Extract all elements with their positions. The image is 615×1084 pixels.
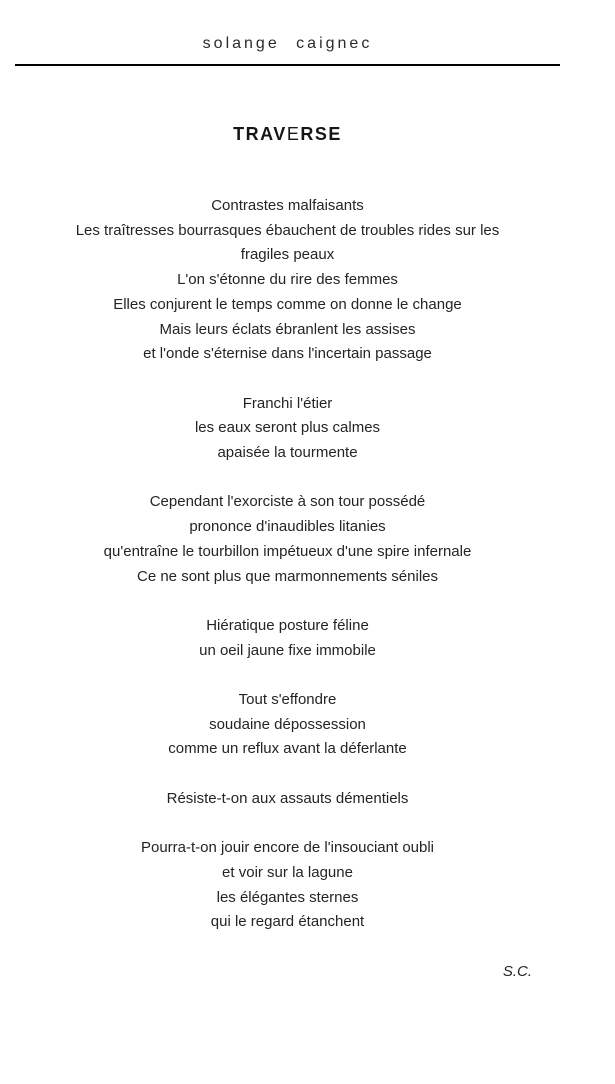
poem-line: prononce d'inaudibles litanies bbox=[189, 518, 386, 536]
poem-line: apaisée la tourmente bbox=[217, 444, 358, 462]
poem-line: Ce ne sont plus que marmonnements séniles bbox=[137, 567, 438, 585]
signature: S.C. bbox=[502, 962, 532, 980]
poem-line: Résiste-t-on aux assauts démentiels bbox=[166, 789, 409, 807]
poem-title-segment: RSE bbox=[300, 124, 342, 144]
poem-title bbox=[15, 123, 560, 145]
poem-line: les élégantes sternes bbox=[216, 888, 359, 906]
poem-title-segment: TRAV bbox=[233, 124, 287, 144]
poem-line: L'on s'étonne du rire des femmes bbox=[177, 271, 398, 289]
stanza bbox=[15, 688, 560, 762]
stanza bbox=[15, 614, 560, 663]
poem-line: un oeil jaune fixe immobile bbox=[199, 641, 376, 659]
poem-line: Hiératique posture féline bbox=[206, 616, 369, 634]
poem-line: qu'entraîne le tourbillon impétueux d'une spire infernale bbox=[103, 542, 472, 560]
poem-line: Elles conjurent le temps comme on donne le change bbox=[113, 295, 462, 313]
poem-line: Les traîtresses bourrasques ébauchent de troubles rides sur les bbox=[75, 221, 500, 239]
stanza bbox=[15, 392, 560, 466]
poem-line: Contrastes malfaisants bbox=[211, 197, 364, 214]
stanza bbox=[15, 194, 560, 367]
poem-line: Tout s'effondre bbox=[238, 691, 337, 708]
stanza bbox=[15, 836, 560, 935]
poem-line: et voir sur la lagune bbox=[222, 863, 353, 881]
poem-line: Franchi l'étier bbox=[242, 394, 333, 412]
stanza bbox=[15, 787, 560, 812]
header-rule bbox=[15, 64, 560, 66]
poem-line: Pourra-t-on jouir encore de l'insouciant oubli bbox=[140, 839, 435, 857]
poem-line: les eaux seront plus calmes bbox=[194, 419, 381, 437]
poem-line: Mais leurs éclats ébranlent les assises bbox=[159, 320, 416, 338]
poem-body bbox=[15, 194, 560, 935]
poem-line: comme un reflux avant la déferlante bbox=[168, 740, 407, 758]
poem-line: Cependant l'exorciste à son tour possédé bbox=[149, 493, 426, 511]
poem-line: fragiles peaux bbox=[240, 246, 335, 264]
poem-title-segment: E bbox=[286, 124, 301, 144]
author-name: solange caignec bbox=[202, 35, 373, 52]
poem-line: et l'onde s'éternise dans l'incertain passage bbox=[143, 345, 432, 363]
stanza bbox=[15, 490, 560, 589]
poem-line: qui le regard étanchent bbox=[210, 913, 365, 931]
page-header bbox=[15, 0, 560, 66]
poem-line: soudaine dépossession bbox=[209, 715, 366, 733]
